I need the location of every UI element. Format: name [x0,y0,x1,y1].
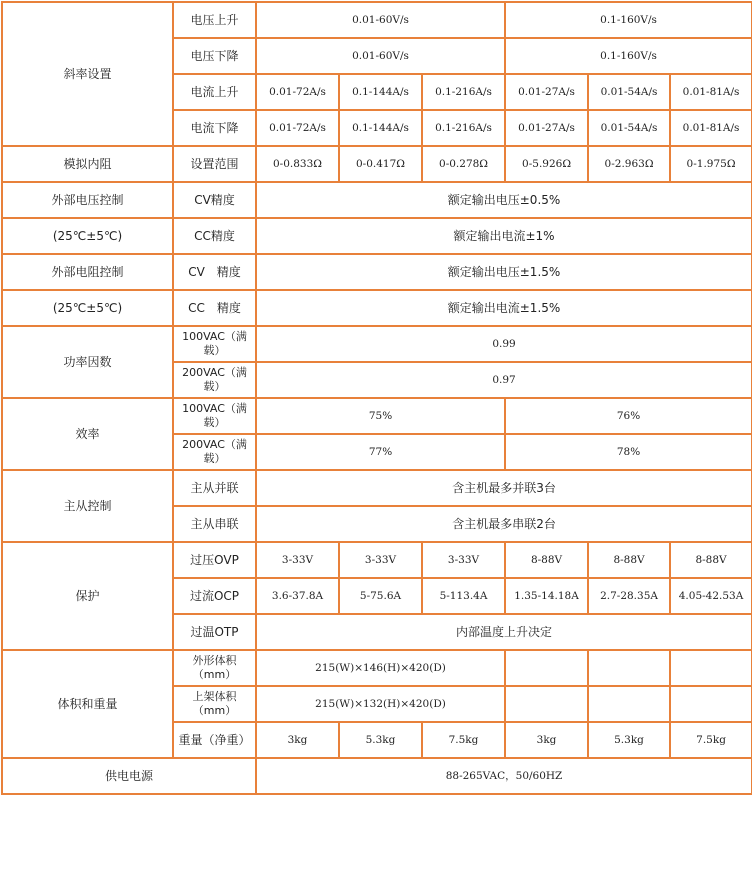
spec-table [1,1,752,795]
efficiency-group1: 75% [256,398,505,434]
current-down-value: 0.01-54A/s [588,110,670,146]
ext-voltage-cv-label: CV精度 [173,182,256,218]
ovp-value: 8-88V [505,542,588,578]
row-internal-resistance [2,146,752,182]
weight-value: 7.5kg [422,722,505,758]
current-down-value: 0.1-216A/s [422,110,505,146]
empty-cell [670,686,752,722]
ext-resistance-cv-label: CV 精度 [173,254,256,290]
power-supply-category: 供电电源 [2,758,256,794]
weight-value: 5.3kg [339,722,422,758]
resistance-value: 0-0.278Ω [422,146,505,182]
voltage-up-label: 电压上升 [173,2,256,38]
ext-resistance-cv-value: 额定输出电压±1.5% [256,254,752,290]
current-up-value: 0.1-216A/s [422,74,505,110]
power-factor-value: 0.99 [256,326,752,362]
master-slave-category: 主从控制 [2,470,173,542]
ocp-value: 5-75.6A [339,578,422,614]
row-power-factor-100 [2,326,752,362]
efficiency-group1: 77% [256,434,505,470]
power-factor-label: 100VAC（满载） [173,326,256,362]
row-ext-resistance-cv [2,254,752,290]
ovp-label: 过压OVP [173,542,256,578]
master-slave-parallel-label: 主从并联 [173,470,256,506]
current-up-value: 0.1-144A/s [339,74,422,110]
ocp-value: 1.35-14.18A [505,578,588,614]
row-power-supply [2,758,752,794]
power-factor-label: 200VAC（满载） [173,362,256,398]
ocp-value: 3.6-37.8A [256,578,339,614]
weight-value: 7.5kg [670,722,752,758]
outer-size-label: 外形体积（mm） [173,650,256,686]
efficiency-label: 100VAC（满载） [173,398,256,434]
row-ext-voltage-cv [2,182,752,218]
ocp-label: 过流OCP [173,578,256,614]
power-supply-value: 88-265VAC，50/60HZ [256,758,752,794]
rack-size-label: 上架体积（mm） [173,686,256,722]
current-up-label: 电流上升 [173,74,256,110]
row-protection-ovp [2,542,752,578]
efficiency-group2: 76% [505,398,752,434]
efficiency-category: 效率 [2,398,173,470]
ext-voltage-cc-label: CC精度 [173,218,256,254]
ocp-value: 4.05-42.53A [670,578,752,614]
slope-category: 斜率设置 [2,2,173,146]
current-up-value: 0.01-27A/s [505,74,588,110]
current-up-value: 0.01-54A/s [588,74,670,110]
otp-label: 过温OTP [173,614,256,650]
ovp-value: 8-88V [588,542,670,578]
ovp-value: 8-88V [670,542,752,578]
empty-cell [505,686,588,722]
empty-cell [588,686,670,722]
master-slave-parallel-value: 含主机最多并联3台 [256,470,752,506]
weight-label: 重量（净重） [173,722,256,758]
row-ext-voltage-cc [2,218,752,254]
efficiency-label: 200VAC（满载） [173,434,256,470]
ocp-value: 2.7-28.35A [588,578,670,614]
voltage-up-group2: 0.1-160V/s [505,2,752,38]
row-voltage-up [2,2,752,38]
rack-size-value: 215(W)×132(H)×420(D) [256,686,505,722]
current-up-value: 0.01-81A/s [670,74,752,110]
ext-voltage-cc-value: 额定输出电流±1% [256,218,752,254]
ocp-value: 5-113.4A [422,578,505,614]
empty-cell [505,650,588,686]
resistance-value: 0-0.833Ω [256,146,339,182]
otp-value: 内部温度上升决定 [256,614,752,650]
ext-voltage-cv-value: 额定输出电压±0.5% [256,182,752,218]
voltage-down-group1: 0.01-60V/s [256,38,505,74]
ovp-value: 3-33V [422,542,505,578]
resistance-value: 0-5.926Ω [505,146,588,182]
empty-cell [588,650,670,686]
ext-resistance-category: 外部电阻控制 [2,254,173,290]
power-factor-category: 功率因数 [2,326,173,398]
empty-cell [670,650,752,686]
ext-voltage-category: 外部电压控制 [2,182,173,218]
weight-value: 3kg [256,722,339,758]
protection-category: 保护 [2,542,173,650]
row-outer-size [2,650,752,686]
current-down-value: 0.01-81A/s [670,110,752,146]
ext-resistance-cc-label: CC 精度 [173,290,256,326]
resistance-value: 0-1.975Ω [670,146,752,182]
resistance-value: 0-2.963Ω [588,146,670,182]
current-down-value: 0.1-144A/s [339,110,422,146]
current-down-label: 电流下降 [173,110,256,146]
ovp-value: 3-33V [339,542,422,578]
master-slave-series-label: 主从串联 [173,506,256,542]
row-master-slave-parallel [2,470,752,506]
size-weight-category: 体积和重量 [2,650,173,758]
power-factor-value: 0.97 [256,362,752,398]
voltage-up-group1: 0.01-60V/s [256,2,505,38]
outer-size-value: 215(W)×146(H)×420(D) [256,650,505,686]
internal-resistance-category: 模拟内阻 [2,146,173,182]
ext-resistance-cc-value: 额定输出电流±1.5% [256,290,752,326]
ext-resistance-temp: (25℃±5℃) [2,290,173,326]
row-efficiency-100 [2,398,752,434]
current-down-value: 0.01-72A/s [256,110,339,146]
current-down-value: 0.01-27A/s [505,110,588,146]
weight-value: 5.3kg [588,722,670,758]
voltage-down-group2: 0.1-160V/s [505,38,752,74]
efficiency-group2: 78% [505,434,752,470]
ovp-value: 3-33V [256,542,339,578]
internal-resistance-label: 设置范围 [173,146,256,182]
resistance-value: 0-0.417Ω [339,146,422,182]
voltage-down-label: 电压下降 [173,38,256,74]
row-ext-resistance-cc [2,290,752,326]
weight-value: 3kg [505,722,588,758]
current-up-value: 0.01-72A/s [256,74,339,110]
master-slave-series-value: 含主机最多串联2台 [256,506,752,542]
ext-voltage-temp: (25℃±5℃) [2,218,173,254]
